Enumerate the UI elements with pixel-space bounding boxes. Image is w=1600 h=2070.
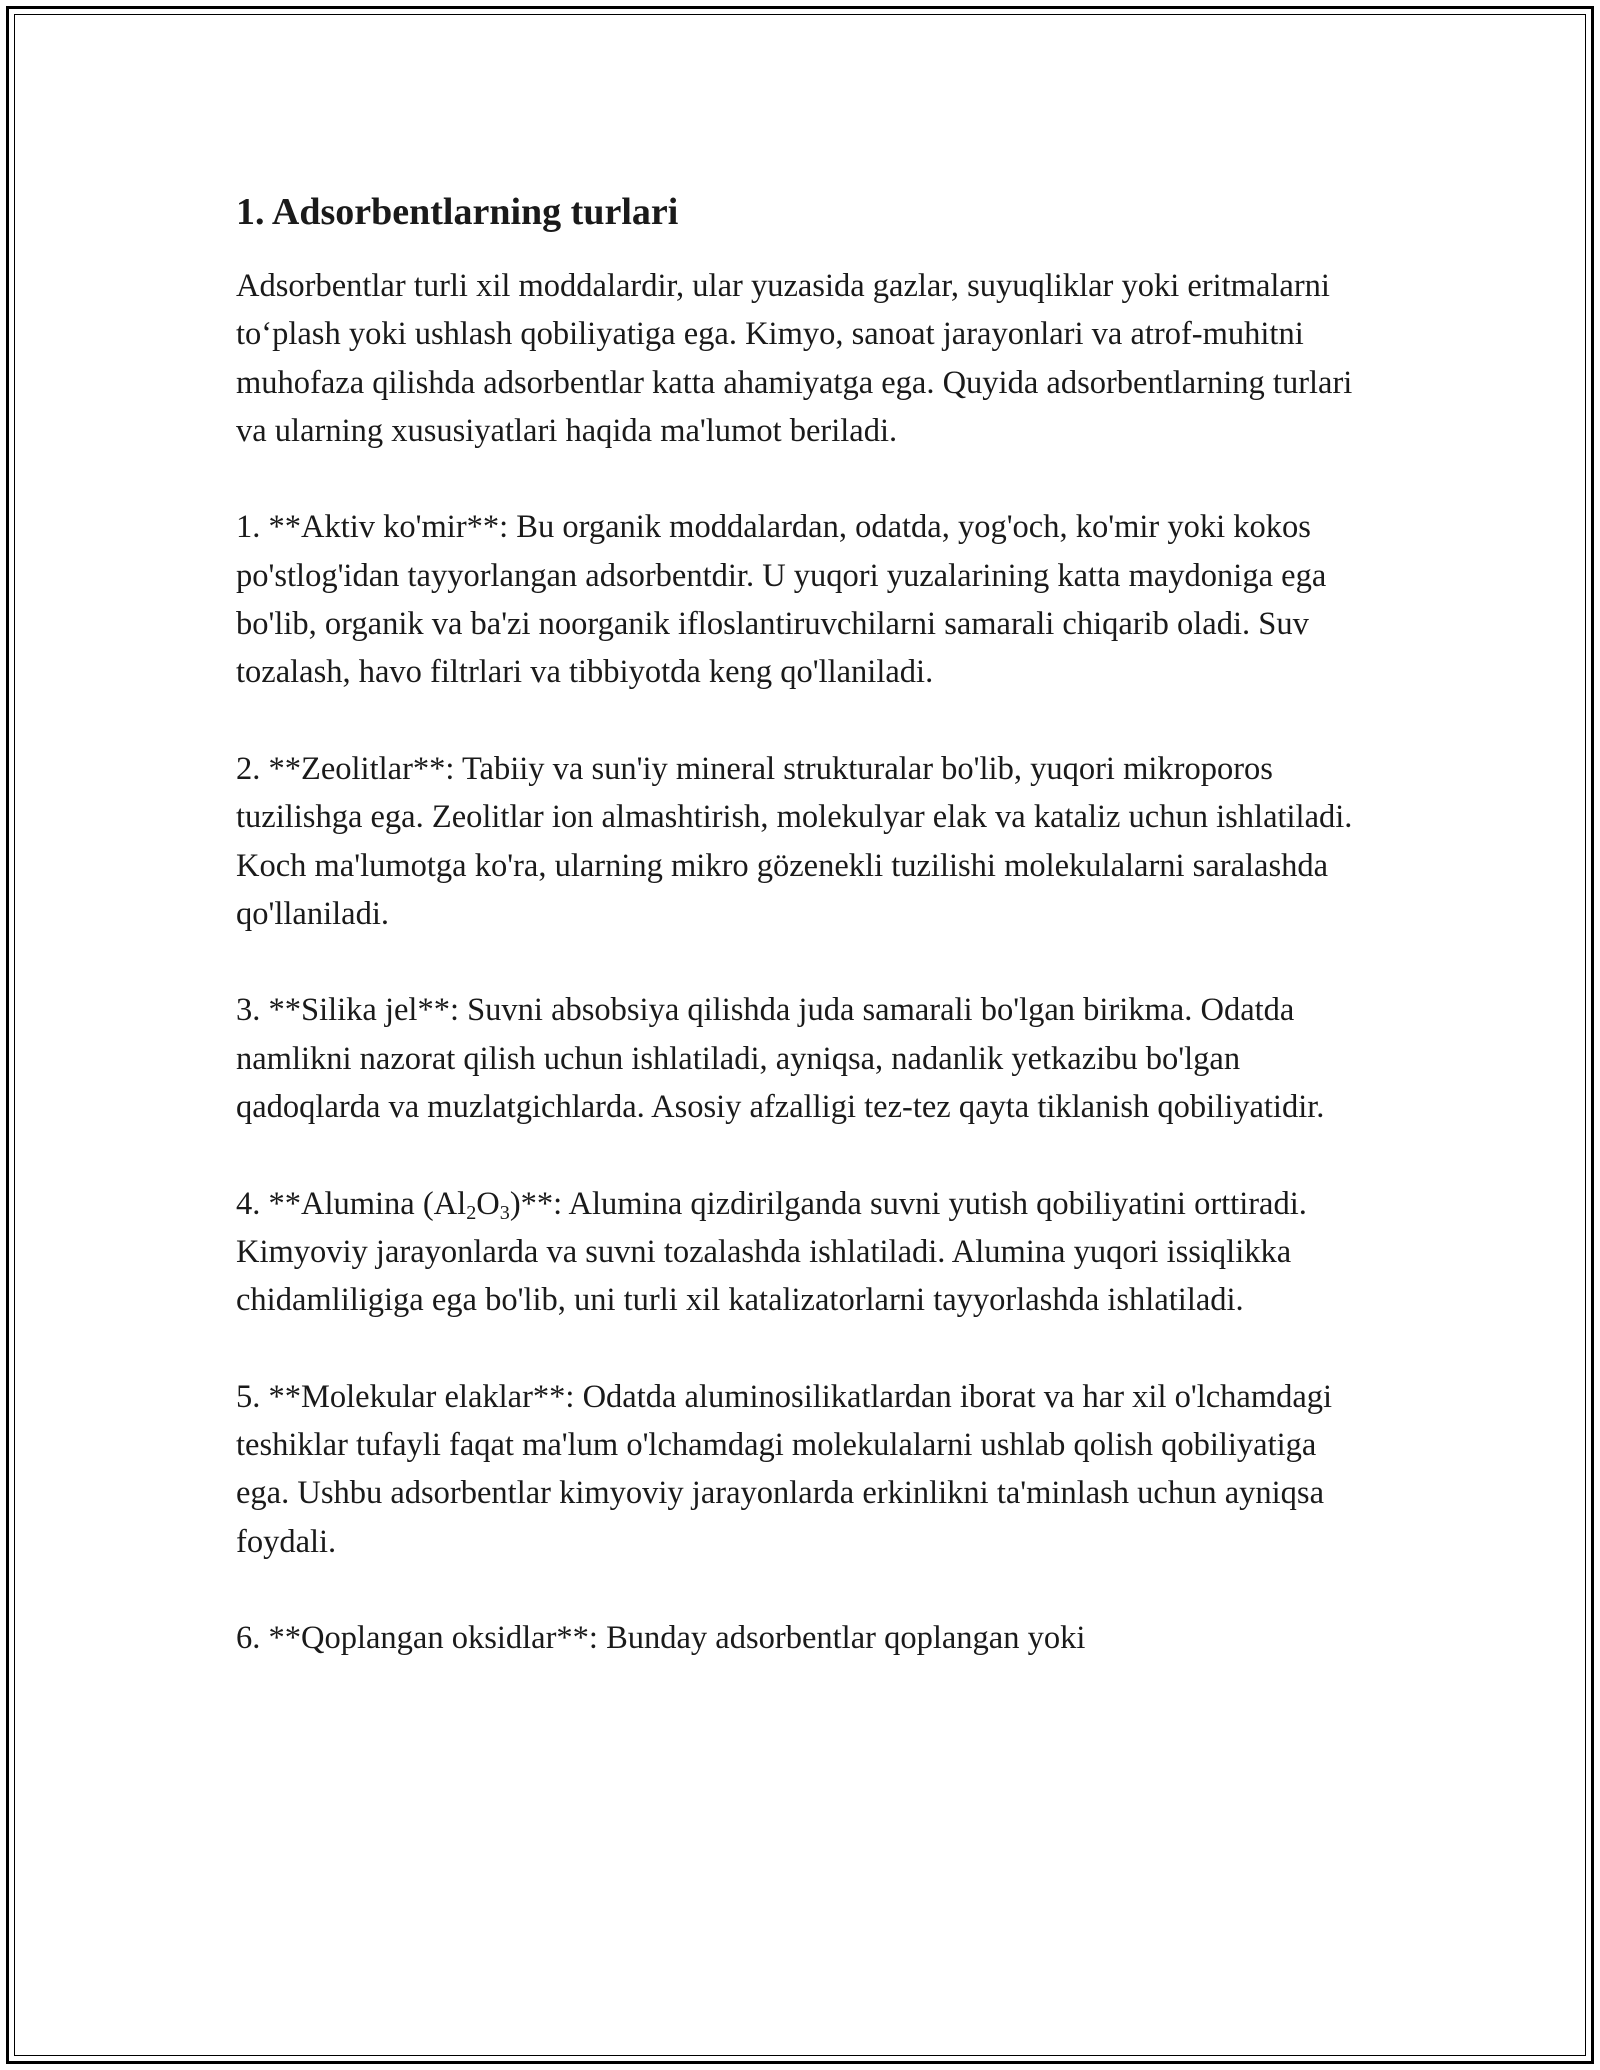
- item-qoplangan-oksidlar: 6. **Qoplangan oksidlar**: Bunday adsorbentlar qoplangan yoki: [236, 1620, 1086, 1657]
- item-aktiv-komir: 1. **Aktiv ko'mir**: Bu organik moddalardan, odatda, yog'och, ko'mir yoki kokos po'stlog'idan tayyorlangan adsorbentdir. U yuqori yuzalarining katta maydoniga ega bo'lib, organik va ba'zi noorganik ifloslantiruvchilarni samarali chiqarib oladi. Suv tozalash, havo filtrlari va tibbiyotda keng qo'llaniladi.: [236, 509, 1327, 691]
- alumina-prefix: 4. **Alumina (Al: [236, 1185, 467, 1222]
- alumina-subscript-2: 2: [466, 1201, 477, 1224]
- item-zeolitlar: 2. **Zeolitlar**: Tabiiy va sun'iy mineral strukturalar bo'lib, yuqori mikroporos tuzilishga ega. Zeolitlar ion almashtirish, molekulyar elak va kataliz uchun ishlatiladi. Koch ma'lumotga ko'ra, ularning mikro gözenekli tuzilishi molekulalarni saralashda qo'llaniladi.: [236, 750, 1353, 932]
- alumina-suffix: )**: Alumina qizdirilganda suvni yutish qobiliyatini orttiradi. Kimyoviy jarayonlarda va suvni tozalashda ishlatiladi. Alumina yuqori issiqlikka chidamliligiga ega bo'lib, uni turli xil katalizatorlarni tayyorlashda ishlatiladi.: [236, 1185, 1307, 1319]
- item-molekular-elaklar: 5. **Molekular elaklar**: Odatda aluminosilikatlardan iborat va har xil o'lchamdagi teshiklar tufayli faqat ma'lum o'lchamdagi molekulalarni ushlab qolish qobiliyatiga ega. Ushbu adsorbentlar kimyoviy jarayonlarda erkinlikni ta'minlash uchun ayniqsa foydali.: [236, 1378, 1333, 1560]
- item-silika-jel: 3. **Silika jel**: Suvni absobsiya qilishda juda samarali bo'lgan birikma. Odatda namlikni nazorat qilish uchun ishlatiladi, ayniqsa, nadanlik yetkazibu bo'lgan qadoqlarda va muzlatgichlarda. Asosiy afzalligi tez-tez qayta tiklanish qobiliyatidir.: [236, 992, 1325, 1126]
- alumina-subscript-3: 3: [499, 1201, 510, 1224]
- alumina-oxygen: O: [476, 1185, 500, 1222]
- document-body: [236, 186, 1376, 1663]
- item-alumina: [236, 1180, 1376, 1325]
- section-heading: 1. Adsorbentlarning turlari: [236, 191, 679, 233]
- intro-paragraph: Adsorbentlar turli xil moddalardir, ular yuzasida gazlar, suyuqliklar yoki eritmalarni to‘plash yoki ushlash qobiliyatiga ega. Kimyo, sanoat jarayonlari va atrof-muhitni muhofaza qilishda adsorbentlar katta ahamiyatga ega. Quyida adsorbentlarning turlari va ularning xususiyatlari haqida ma'lumot beriladi.: [236, 268, 1353, 449]
